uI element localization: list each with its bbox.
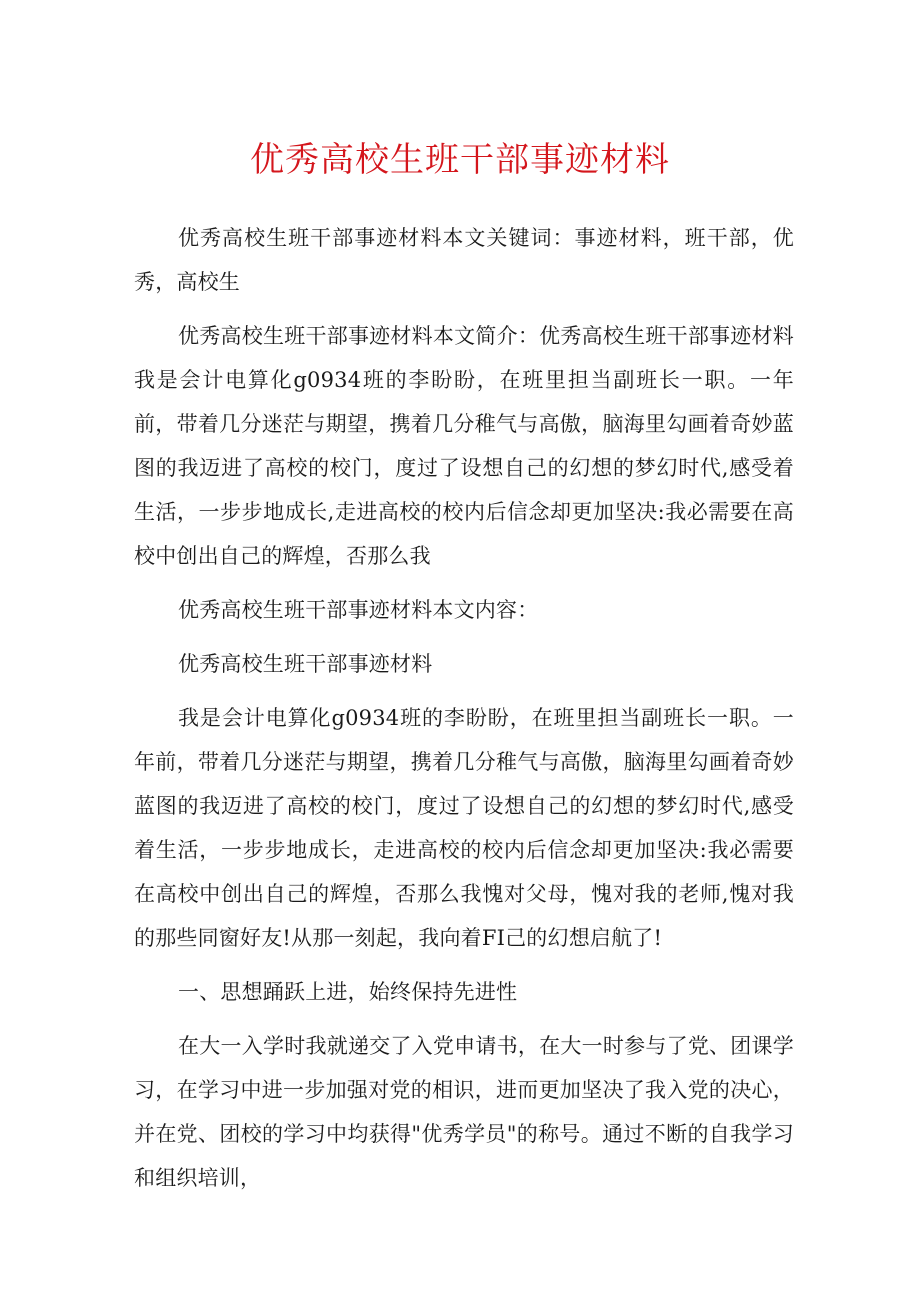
- summary-paragraph: 优秀高校生班干部事迹材料本文简介：优秀高校生班干部事迹材料我是会计电算化g0934班的李盼盼，在班里担当副班长一职。一年前，带着几分迷茫与期望，携着几分稚气与高傲，脑海里勾画着奇妙蓝图的我迈进了高校的校门，度过了设想自己的幻想的梦幻时代,感受着生活，一步步地成长,走进高校的校内后信念却更加坚决:我必需要在高校中创出自己的辉煌，否那么我: [134, 324, 794, 568]
- intro-paragraph: 我是会计电算化g0934班的李盼盼，在班里担当副班长一职。一年前，带着几分迷茫与期望，携着几分稚气与高傲，脑海里勾画着奇妙蓝图的我迈进了高校的校门，度过了设想自己的幻想的梦幻时代,感受着生活，一步步地成长，走进高校的校内后信念却更加坚决:我必需要在高校中创出自己的辉煌，否那么我愧对父母，愧对我的老师,愧对我的那些同窗好友!从那一刻起，我向着FI己的幻想启航了!: [134, 706, 794, 950]
- section-paragraph: 在大一入学时我就递交了入党申请书，在大一时参与了党、团课学习，在学习中进一步加强对党的相识，进而更加坚决了我入党的决心，并在党、团校的学习中均获得"优秀学员"的称号。通过不断的自我学习和组织培训，: [134, 1034, 794, 1190]
- document-title: 优秀高校生班干部事迹材料: [250, 140, 670, 180]
- content-title-paragraph: 优秀高校生班干部事迹材料: [178, 652, 433, 676]
- keywords-paragraph: 优秀高校生班干部事迹材料本文关键词：事迹材料，班干部，优秀，高校生: [134, 226, 794, 294]
- content-label-paragraph: 优秀高校生班干部事迹材料本文内容：: [178, 598, 539, 622]
- section-heading: 一、思想踊跃上进，始终保持先进性: [178, 980, 518, 1004]
- document-body: [134, 216, 794, 1210]
